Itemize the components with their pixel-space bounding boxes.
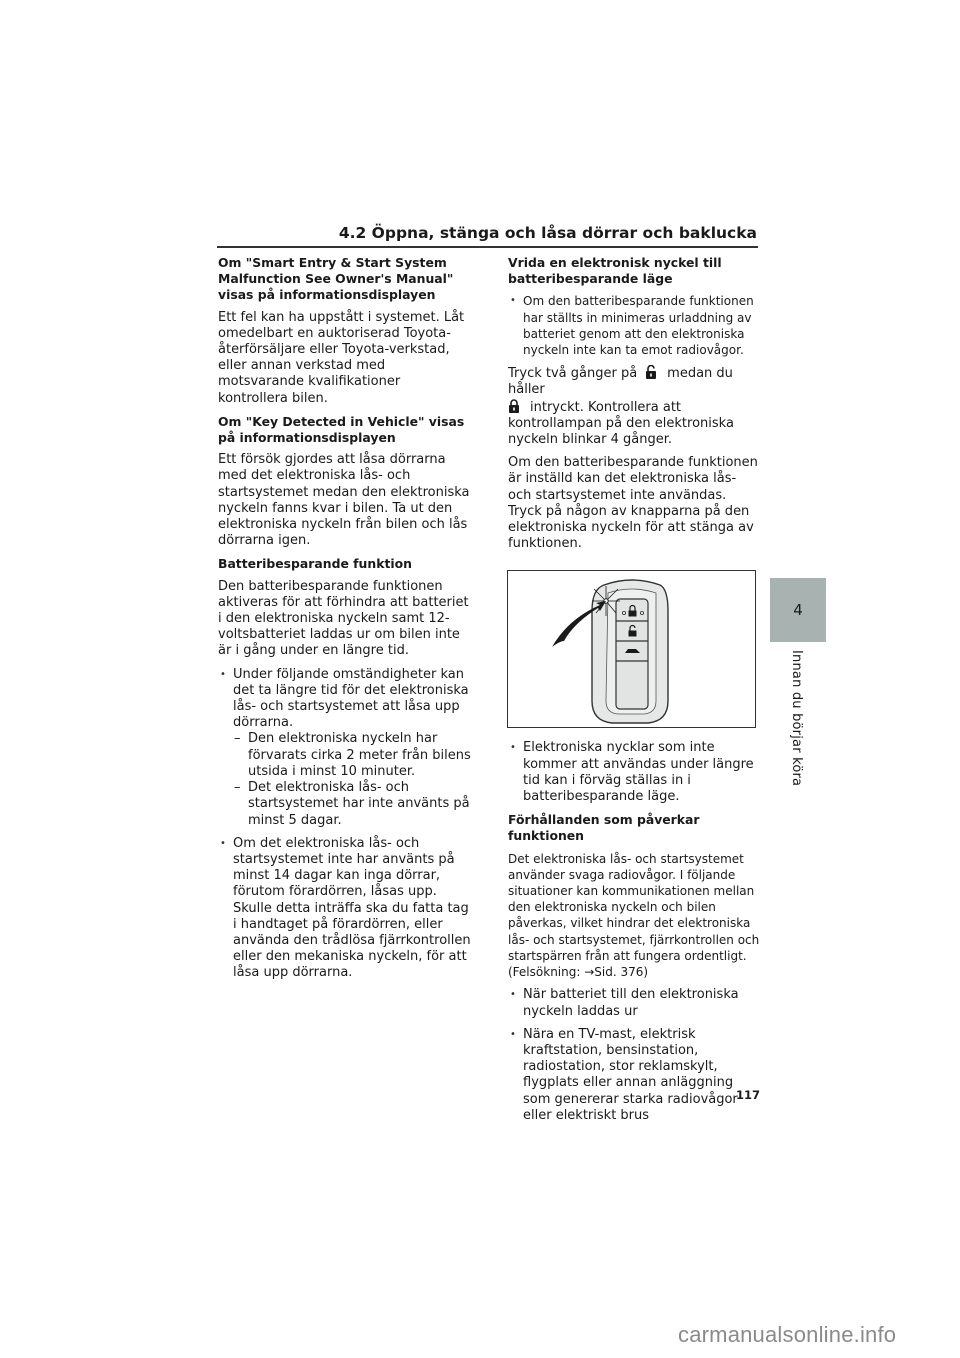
battery-saving-heading: Batteribesparande funktion xyxy=(218,556,412,572)
turn-key-heading: Vrida en elektronisk nyckel till batteribesparande läge xyxy=(508,255,722,287)
conditions-heading: Förhållanden som påverkar funktionen xyxy=(508,812,700,844)
battery-saving-list xyxy=(218,667,473,982)
list-item xyxy=(218,836,473,982)
preset-list xyxy=(508,740,763,805)
list-item xyxy=(218,667,473,829)
press-text-1: Tryck två gånger på xyxy=(508,366,638,382)
press-text-3: intryckt. Kontrollera att kontrollampan på den elektroniska nyckeln blinkar 4 gånger. xyxy=(508,399,734,448)
left-column xyxy=(218,255,473,989)
conditions-body: Det elektroniska lås- och startsystemet använder svaga radiovågor. I följande situationer kan kommunikationen mellan den elektroniska nyckeln och bilen påverkas, vilket hindrar det elektroniska lås- och startsystemet, fjärrkontrollen och startspärren från att fungera ordentligt. (Felsökning: →Sid. 376) xyxy=(508,851,760,980)
page-number: 117 xyxy=(736,1088,761,1102)
lock-icon xyxy=(508,399,520,413)
right-column xyxy=(508,255,763,1131)
header-divider xyxy=(217,246,758,248)
key-detected-body: Ett försök gjordes att låsa dörrarna med det elektroniska lås- och startsystemet medan den elektroniska nyckeln fanns kvar i bilen. Ta ut den elektroniska nyckeln från bilen och lås dörrarna igen. xyxy=(218,452,470,549)
press-text-2: medan du håller xyxy=(508,366,733,398)
smart-entry-body: Ett fel kan ha uppstått i systemet. Låt omedelbart en auktoriserad Toyota-återförsäljare eller Toyota-verkstad, eller annan verkstad med motsvarande kvalifikationer kontrollera bilen. xyxy=(218,309,465,406)
key-detected-heading: Om "Key Detected in Vehicle" visas på informationsdisplayen xyxy=(218,413,465,446)
watermark: carmanualsonline.info xyxy=(678,1322,897,1347)
sub-list-item: – Det elektroniska lås- och startsystemet har inte använts på minst 5 dagar. xyxy=(233,780,473,829)
disable-body: Om den batteribesparande funktionen är inställd kan det elektroniska lås- och startsystemet inte användas. Tryck på någon av knapparna på den elektroniska nyckeln för att stänga av funktionen. xyxy=(508,455,758,552)
section-title: 4.2 Öppna, stänga och låsa dörrar och baklucka xyxy=(338,224,757,242)
chapter-number: 4 xyxy=(793,601,803,619)
list-item: • När batteriet till den elektroniska nyckeln laddas ur xyxy=(508,987,763,1019)
chapter-label: Innan du börjar köra xyxy=(789,650,804,787)
press-instruction xyxy=(508,365,763,448)
unlock-icon xyxy=(645,365,657,379)
chapter-tab xyxy=(770,578,826,642)
list-item-text: Under följande omständigheter kan det ta längre tid för det elektroniska lås- och startsystemet att låsa upp dörrarna. xyxy=(233,666,469,731)
sub-list xyxy=(233,731,473,828)
sub-list-item: – Den elektroniska nyckeln har förvarats cirka 2 meter från bilens utsida i minst 10 minuter. xyxy=(233,731,473,780)
list-item: • Elektroniska nycklar som inte kommer att användas under längre tid kan i förväg ställas in i batteribesparande läge. xyxy=(508,740,763,805)
list-item: • Nära en TV-mast, elektrisk kraftstation, bensinstation, radiostation, stor reklamskylt, flygplats eller annan anläggning som genererar starka radiovågor eller elektriskt brus xyxy=(508,1027,763,1124)
smart-entry-heading: Om "Smart Entry & Start System Malfunction See Owner's Manual" visas på informationsdisplayen xyxy=(218,255,454,303)
key-fob-illustration xyxy=(507,570,756,728)
list-item-text: Om det elektroniska lås- och startsystemet inte har använts på minst 14 dagar kan inga dörrar, förutom förardörren, låsas upp. Skulle detta inträffa ska du fatta tag i handtaget på förardörren, eller använda den trådlösa fjärrkontrollen eller den mekaniska nyckeln, för att låsa upp dörrarna. xyxy=(233,835,471,981)
turn-key-list xyxy=(508,293,763,358)
list-item: • Om den batteribesparande funktionen har ställts in minimeras urladdning av batteriet genom att den elektroniska nyckeln inte kan ta emot radiovågor. xyxy=(508,293,763,358)
conditions-list xyxy=(508,987,763,1124)
battery-saving-body: Den batteribesparande funktionen aktiveras för att förhindra att batteriet i den elektroniska nyckeln samt 12-voltsbatteriet laddas ur om bilen inte är i gång under en längre tid. xyxy=(218,578,469,659)
